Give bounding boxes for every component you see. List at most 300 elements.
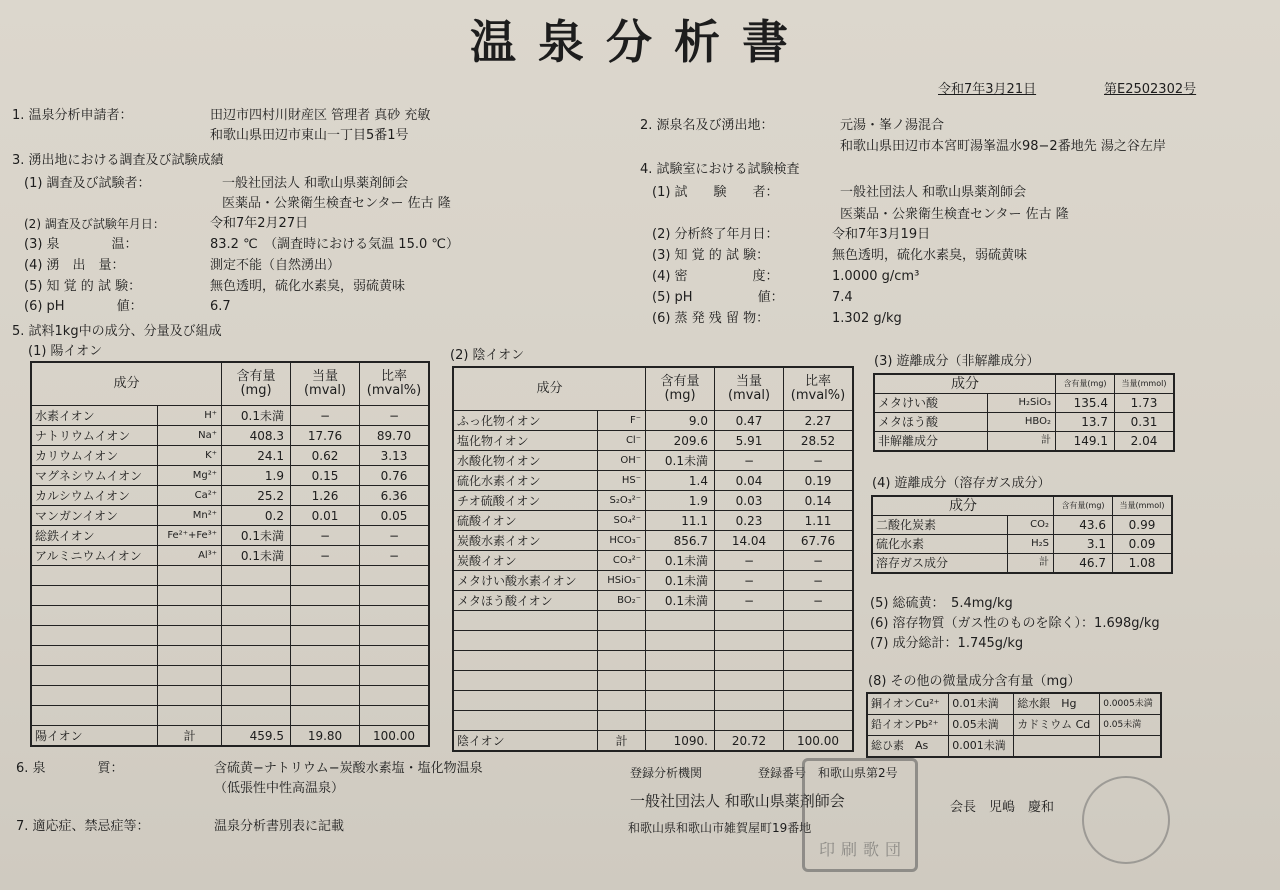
trace-value-1: 0.01未満 <box>949 693 1014 715</box>
components-heading: 5. 試料1kg中の成分、分量及び組成 <box>12 324 222 339</box>
gas-amount: 43.6 <box>1054 516 1113 535</box>
anion-mval: 0.23 <box>715 511 784 531</box>
anion-mval: 0.03 <box>715 491 784 511</box>
anion-blank-cell <box>784 671 854 691</box>
cation-blank-cell <box>31 706 158 726</box>
onsite-date: 令和7年2月27日 <box>210 216 309 231</box>
anion-row <box>453 491 853 511</box>
onsite-tester-label: (1) 調査及び試験者： <box>24 176 151 191</box>
anion-blank-cell <box>784 611 854 631</box>
nondiss-symbol: H₂SiO₃ <box>987 394 1055 413</box>
cation-ratio: 0.05 <box>360 506 430 526</box>
cation-header-amount: 含有量 (mg) <box>222 362 291 406</box>
cation-blank-row <box>31 686 429 706</box>
gas-symbol: 計 <box>1008 554 1054 574</box>
lab-test-heading: 4. 試験室における試験検査 <box>640 162 800 177</box>
anion-blank-cell <box>598 671 646 691</box>
nondiss-row <box>874 432 1174 452</box>
anion-blank-cell <box>715 611 784 631</box>
anion-ratio: 67.76 <box>784 531 854 551</box>
anion-header-amount: 含有量 (mg) <box>646 367 715 411</box>
cation-blank-cell <box>291 626 360 646</box>
cation-blank-cell <box>291 586 360 606</box>
trace-name-1: 銅イオンCu²⁺ <box>867 693 949 715</box>
applicant-name: 田辺市四村川財産区 管理者 真砂 充敏 <box>210 108 431 123</box>
cation-blank-cell <box>222 606 291 626</box>
anion-blank-row <box>453 671 853 691</box>
onsite-tester-org: 一般社団法人 和歌山県薬剤師会 <box>222 176 409 191</box>
anion-amount: 0.1未満 <box>646 451 715 471</box>
dissolved-matter: (6) 溶存物質（ガス性のものを除く）：1.698g/kg <box>870 616 1160 631</box>
cation-ratio: 3.13 <box>360 446 430 466</box>
cation-blank-cell <box>360 646 430 666</box>
anion-header-component: 成分 <box>453 367 646 411</box>
anion-amount: 856.7 <box>646 531 715 551</box>
anion-blank-cell <box>453 711 598 731</box>
onsite-test-heading: 3. 湧出地における調査及び試験成績 <box>12 153 224 168</box>
nondiss-symbol: HBO₂ <box>987 413 1055 432</box>
trace-value-2: 0.0005未満 <box>1100 693 1161 715</box>
cation-total-mval: 19.80 <box>291 726 360 747</box>
anion-total-name: 陰イオン <box>453 731 598 752</box>
cation-blank-cell <box>158 626 222 646</box>
anion-symbol: OH⁻ <box>598 451 646 471</box>
lab-ph-label: (5) pH 値： <box>652 290 784 305</box>
gas-mmol: 0.99 <box>1113 516 1173 535</box>
anion-ratio: 0.19 <box>784 471 854 491</box>
cation-blank-cell <box>158 686 222 706</box>
nondiss-mmol: 2.04 <box>1115 432 1175 452</box>
cation-row <box>31 486 429 506</box>
cation-total-amount: 459.5 <box>222 726 291 747</box>
organization-name: 一般社団法人 和歌山県薬剤師会 <box>630 792 845 810</box>
anion-blank-cell <box>784 651 854 671</box>
cation-ratio: − <box>360 406 430 426</box>
cation-mval: 0.62 <box>291 446 360 466</box>
gas-row <box>872 554 1172 574</box>
indications: 温泉分析書別表に記載 <box>214 819 345 834</box>
nondiss-row <box>874 413 1174 432</box>
lab-ph: 7.4 <box>832 290 853 305</box>
anion-symbol: F⁻ <box>598 411 646 431</box>
anion-blank-row <box>453 611 853 631</box>
nondiss-mmol: 1.73 <box>1115 394 1175 413</box>
cation-symbol: Mn²⁺ <box>158 506 222 526</box>
cation-blank-cell <box>291 606 360 626</box>
onsite-ph-label: (6) pH 値： <box>24 299 143 314</box>
anion-name: ふっ化物イオン <box>453 411 598 431</box>
anion-total-mval: 20.72 <box>715 731 784 752</box>
density-label: (4) 密 度： <box>652 269 779 284</box>
anion-blank-row <box>453 711 853 731</box>
cation-heading: (1) 陽イオン <box>28 344 103 359</box>
anion-mval: 14.04 <box>715 531 784 551</box>
anion-blank-cell <box>715 631 784 651</box>
anion-blank-cell <box>715 651 784 671</box>
organization-address: 和歌山県和歌山市雑賀屋町19番地 <box>628 821 812 835</box>
cation-symbol: K⁺ <box>158 446 222 466</box>
anion-blank-cell <box>453 651 598 671</box>
dissolved-gas-heading: (4) 遊離成分（溶存ガス成分） <box>872 476 1051 491</box>
anion-blank-cell <box>453 691 598 711</box>
cation-ratio: 6.36 <box>360 486 430 506</box>
anion-blank-cell <box>453 631 598 651</box>
cation-amount: 0.1未満 <box>222 406 291 426</box>
spring-quality: 含硫黄−ナトリウム−炭酸水素塩・塩化物温泉 <box>214 761 483 776</box>
anion-symbol: HS⁻ <box>598 471 646 491</box>
cation-name: 水素イオン <box>31 406 158 426</box>
cation-symbol: H⁺ <box>158 406 222 426</box>
anion-blank-cell <box>646 611 715 631</box>
document-number: 第E2502302号 <box>1104 82 1197 97</box>
cation-amount: 0.1未満 <box>222 526 291 546</box>
anion-mval: − <box>715 451 784 471</box>
anion-amount: 0.1未満 <box>646 591 715 611</box>
anion-blank-cell <box>598 691 646 711</box>
nondissociated-table <box>873 373 1175 452</box>
cation-blank-cell <box>222 686 291 706</box>
anion-mval: 0.04 <box>715 471 784 491</box>
spring-temperature: 83.2 ℃ （調査時における気温 15.0 ℃） <box>210 237 459 252</box>
anion-total-ratio: 100.00 <box>784 731 854 752</box>
cation-row <box>31 466 429 486</box>
cation-name: カルシウムイオン <box>31 486 158 506</box>
flow-rate: 測定不能（自然湧出） <box>210 258 341 273</box>
analysis-end-label: (2) 分析終了年月日： <box>652 227 779 242</box>
anion-amount: 0.1未満 <box>646 551 715 571</box>
gas-mmol: 0.09 <box>1113 535 1173 554</box>
cation-blank-cell <box>31 566 158 586</box>
applicant-label: 1. 温泉分析申請者： <box>12 108 133 123</box>
anion-name: メタほう酸イオン <box>453 591 598 611</box>
cation-blank-cell <box>360 606 430 626</box>
seal-text: 印刷歌団 <box>819 840 908 859</box>
spring-quality-label: 6. 泉 質： <box>16 761 124 776</box>
cation-row <box>31 406 429 426</box>
trace-value-1: 0.05未満 <box>949 715 1014 736</box>
trace-row <box>867 736 1161 758</box>
cation-blank-cell <box>31 606 158 626</box>
cation-amount: 408.3 <box>222 426 291 446</box>
cation-header-mval: 当量 (mval) <box>291 362 360 406</box>
cation-blank-cell <box>360 626 430 646</box>
anion-mval: − <box>715 571 784 591</box>
cation-amount: 24.1 <box>222 446 291 466</box>
trace-value-2: 0.05未満 <box>1100 715 1161 736</box>
anion-blank-cell <box>598 711 646 731</box>
cation-amount: 0.2 <box>222 506 291 526</box>
cation-blank-cell <box>291 706 360 726</box>
anion-row <box>453 551 853 571</box>
nondiss-amount: 13.7 <box>1056 413 1115 432</box>
cation-blank-cell <box>222 626 291 646</box>
cation-blank-cell <box>360 666 430 686</box>
anion-total-row <box>453 731 853 752</box>
cation-blank-row <box>31 586 429 606</box>
nondiss-name: メタほう酸 <box>874 413 987 432</box>
trace-name-2 <box>1014 736 1100 758</box>
cation-blank-cell <box>158 586 222 606</box>
anion-blank-cell <box>646 651 715 671</box>
anion-blank-cell <box>784 691 854 711</box>
cation-total-name: 陽イオン <box>31 726 158 747</box>
anion-ratio: 2.27 <box>784 411 854 431</box>
anion-mval: 5.91 <box>715 431 784 451</box>
anion-ratio: − <box>784 591 854 611</box>
total-components: (7) 成分総計：1.745g/kg <box>870 636 1024 651</box>
cation-blank-row <box>31 626 429 646</box>
anion-blank-row <box>453 651 853 671</box>
cation-symbol: Fe²⁺+Fe³⁺ <box>158 526 222 546</box>
nondiss-mmol: 0.31 <box>1115 413 1175 432</box>
anion-name: 塩化物イオン <box>453 431 598 451</box>
analysis-end-date: 令和7年3月19日 <box>832 227 931 242</box>
anion-name: メタけい酸水素イオン <box>453 571 598 591</box>
trace-name-2: カドミウム Cd <box>1014 715 1100 736</box>
anion-symbol: HCO₃⁻ <box>598 531 646 551</box>
trace-name-1: 鉛イオンPb²⁺ <box>867 715 949 736</box>
cation-blank-cell <box>158 646 222 666</box>
cation-name: カリウムイオン <box>31 446 158 466</box>
cation-blank-row <box>31 566 429 586</box>
anion-blank-cell <box>784 711 854 731</box>
anion-ratio: 1.11 <box>784 511 854 531</box>
anion-row <box>453 471 853 491</box>
anion-amount: 9.0 <box>646 411 715 431</box>
trace-value-2 <box>1100 736 1161 758</box>
cation-blank-row <box>31 706 429 726</box>
cation-blank-cell <box>31 686 158 706</box>
cation-blank-cell <box>222 666 291 686</box>
cation-header-component: 成分 <box>31 362 222 406</box>
gas-amount: 46.7 <box>1054 554 1113 574</box>
president-seal <box>1082 776 1170 864</box>
anion-mval: − <box>715 591 784 611</box>
applicant-address: 和歌山県田辺市東山一丁目5番1号 <box>210 128 409 143</box>
flow-rate-label: (4) 湧 出 量： <box>24 258 125 273</box>
anion-symbol: CO₃²⁻ <box>598 551 646 571</box>
nondiss-amount: 149.1 <box>1056 432 1115 452</box>
cation-ratio: − <box>360 546 430 566</box>
cation-blank-cell <box>31 626 158 646</box>
cation-total-symbol: 計 <box>158 726 222 747</box>
anion-ratio: 0.14 <box>784 491 854 511</box>
cation-name: マンガンイオン <box>31 506 158 526</box>
anion-name: チオ硫酸イオン <box>453 491 598 511</box>
cation-blank-cell <box>222 646 291 666</box>
anion-blank-cell <box>646 711 715 731</box>
cation-blank-cell <box>291 666 360 686</box>
nondissociated-heading: (3) 遊離成分（非解離成分） <box>874 354 1040 369</box>
cation-blank-cell <box>31 666 158 686</box>
indications-label: 7. 適応症、禁忌症等： <box>16 819 150 834</box>
cation-mval: − <box>291 546 360 566</box>
onsite-tester-center: 医薬品・公衆衛生検査センター 佐古 隆 <box>222 196 451 211</box>
lab-tester-center: 医薬品・公衆衛生検査センター 佐古 隆 <box>840 207 1069 222</box>
anion-blank-row <box>453 691 853 711</box>
anion-name: 炭酸イオン <box>453 551 598 571</box>
cation-blank-cell <box>360 566 430 586</box>
lab-sensory: 無色透明，硫化水素臭，弱硫黄味 <box>832 248 1028 263</box>
anion-blank-cell <box>453 611 598 631</box>
anion-name: 硫化水素イオン <box>453 471 598 491</box>
onsite-sensory-label: (5) 知 覚 的 試 験： <box>24 279 142 294</box>
anion-blank-cell <box>784 631 854 651</box>
cation-symbol: Mg²⁺ <box>158 466 222 486</box>
trace-row <box>867 715 1161 736</box>
anion-blank-cell <box>646 691 715 711</box>
anion-row <box>453 411 853 431</box>
cation-name: ナトリウムイオン <box>31 426 158 446</box>
anion-amount: 1.4 <box>646 471 715 491</box>
anion-mval: − <box>715 551 784 571</box>
anion-blank-cell <box>453 671 598 691</box>
anion-mval: 0.47 <box>715 411 784 431</box>
anion-blank-cell <box>715 671 784 691</box>
gas-row <box>872 516 1172 535</box>
trace-name-1: 総ひ素 As <box>867 736 949 758</box>
anion-blank-cell <box>715 711 784 731</box>
anion-symbol: HSiO₃⁻ <box>598 571 646 591</box>
anion-symbol: Cl⁻ <box>598 431 646 451</box>
cation-blank-cell <box>222 586 291 606</box>
gas-row <box>872 535 1172 554</box>
total-sulfur: (5) 総硫黄： 5.4mg/kg <box>870 596 1013 611</box>
cation-symbol: Ca²⁺ <box>158 486 222 506</box>
gas-amount: 3.1 <box>1054 535 1113 554</box>
anion-total-symbol: 計 <box>598 731 646 752</box>
cation-mval: − <box>291 526 360 546</box>
issue-date: 令和7年3月21日 <box>938 82 1037 97</box>
trace-table <box>866 692 1162 758</box>
lab-tester-org: 一般社団法人 和歌山県薬剤師会 <box>840 185 1027 200</box>
gas-symbol: CO₂ <box>1008 516 1054 535</box>
cation-ratio: 89.70 <box>360 426 430 446</box>
lab-tester-label: (1) 試 験 者： <box>652 185 779 200</box>
trace-row <box>867 693 1161 715</box>
cation-mval: 0.01 <box>291 506 360 526</box>
anion-row <box>453 431 853 451</box>
trace-value-1: 0.001未満 <box>949 736 1014 758</box>
anion-blank-cell <box>715 691 784 711</box>
cation-table <box>30 361 430 747</box>
cation-row <box>31 446 429 466</box>
anion-amount: 0.1未満 <box>646 571 715 591</box>
cation-blank-cell <box>158 706 222 726</box>
nondiss-header-mmol: 当量(mmol) <box>1115 374 1175 394</box>
residue: 1.302 g/kg <box>832 311 902 326</box>
nondiss-header-component: 成分 <box>874 374 1056 394</box>
anion-blank-cell <box>598 651 646 671</box>
cation-amount: 0.1未満 <box>222 546 291 566</box>
organization-seal <box>802 758 918 872</box>
cation-blank-row <box>31 606 429 626</box>
anion-header-mval: 当量 (mval) <box>715 367 784 411</box>
anion-blank-cell <box>646 631 715 651</box>
onsite-date-label: (2) 調査及び試験年月日： <box>24 217 165 231</box>
anion-blank-cell <box>598 611 646 631</box>
anion-ratio: − <box>784 571 854 591</box>
gas-mmol: 1.08 <box>1113 554 1173 574</box>
residue-label: (6) 蒸 発 残 留 物： <box>652 311 770 326</box>
cation-header-ratio: 比率 (mval%) <box>360 362 430 406</box>
anion-total-amount: 1090. <box>646 731 715 752</box>
anion-header-ratio: 比率 (mval%) <box>784 367 854 411</box>
anion-row <box>453 511 853 531</box>
cation-amount: 25.2 <box>222 486 291 506</box>
cation-mval: − <box>291 406 360 426</box>
gas-name: 溶存ガス成分 <box>872 554 1008 574</box>
density: 1.0000 g/cm³ <box>832 269 920 284</box>
cation-row <box>31 546 429 566</box>
anion-amount: 1.9 <box>646 491 715 511</box>
cation-ratio: − <box>360 526 430 546</box>
cation-blank-cell <box>360 706 430 726</box>
spring-quality-sub: （低張性中性高温泉） <box>214 781 345 796</box>
nondiss-symbol: 計 <box>987 432 1055 452</box>
anion-amount: 209.6 <box>646 431 715 451</box>
anion-ratio: 28.52 <box>784 431 854 451</box>
dissolved-gas-table <box>871 495 1173 574</box>
cation-mval: 17.76 <box>291 426 360 446</box>
source-location: 和歌山県田辺市本宮町湯峯温水98−2番地先 湯之谷左岸 <box>840 139 1166 154</box>
cation-name: マグネシウムイオン <box>31 466 158 486</box>
cation-blank-cell <box>222 706 291 726</box>
trace-heading: (8) その他の微量成分含有量（mg） <box>868 674 1081 689</box>
anion-name: 硫酸イオン <box>453 511 598 531</box>
anion-name: 炭酸水素イオン <box>453 531 598 551</box>
cation-blank-cell <box>360 686 430 706</box>
cation-ratio: 0.76 <box>360 466 430 486</box>
anion-amount: 11.1 <box>646 511 715 531</box>
cation-blank-cell <box>158 566 222 586</box>
anion-row <box>453 531 853 551</box>
cation-blank-row <box>31 666 429 686</box>
anion-blank-row <box>453 631 853 651</box>
gas-name: 二酸化炭素 <box>872 516 1008 535</box>
document-title: 温泉分析書 <box>470 15 810 69</box>
cation-blank-cell <box>291 566 360 586</box>
anion-symbol: BO₂⁻ <box>598 591 646 611</box>
registered-lab-label: 登録分析機関 <box>630 766 703 780</box>
nondiss-name: 非解離成分 <box>874 432 987 452</box>
nondiss-name: メタけい酸 <box>874 394 987 413</box>
anion-symbol: S₂O₃²⁻ <box>598 491 646 511</box>
anion-symbol: SO₄²⁻ <box>598 511 646 531</box>
anion-heading: (2) 陰イオン <box>450 348 525 363</box>
president-name: 会長 児嶋 慶和 <box>950 800 1055 815</box>
cation-blank-row <box>31 646 429 666</box>
cation-blank-cell <box>291 646 360 666</box>
nondiss-amount: 135.4 <box>1056 394 1115 413</box>
gas-header-component: 成分 <box>872 496 1054 516</box>
anion-row <box>453 451 853 471</box>
cation-total-ratio: 100.00 <box>360 726 430 747</box>
cation-amount: 1.9 <box>222 466 291 486</box>
cation-blank-cell <box>222 566 291 586</box>
source-label: 2. 源泉名及び湧出地： <box>640 118 774 133</box>
anion-blank-cell <box>646 671 715 691</box>
cation-mval: 1.26 <box>291 486 360 506</box>
lab-sensory-label: (3) 知 覚 的 試 験： <box>652 248 770 263</box>
spring-temperature-label: (3) 泉 温： <box>24 237 138 252</box>
gas-name: 硫化水素 <box>872 535 1008 554</box>
onsite-ph: 6.7 <box>210 299 231 314</box>
cation-symbol: Al³⁺ <box>158 546 222 566</box>
gas-header-mmol: 当量(mmol) <box>1113 496 1173 516</box>
cation-blank-cell <box>158 666 222 686</box>
cation-mval: 0.15 <box>291 466 360 486</box>
